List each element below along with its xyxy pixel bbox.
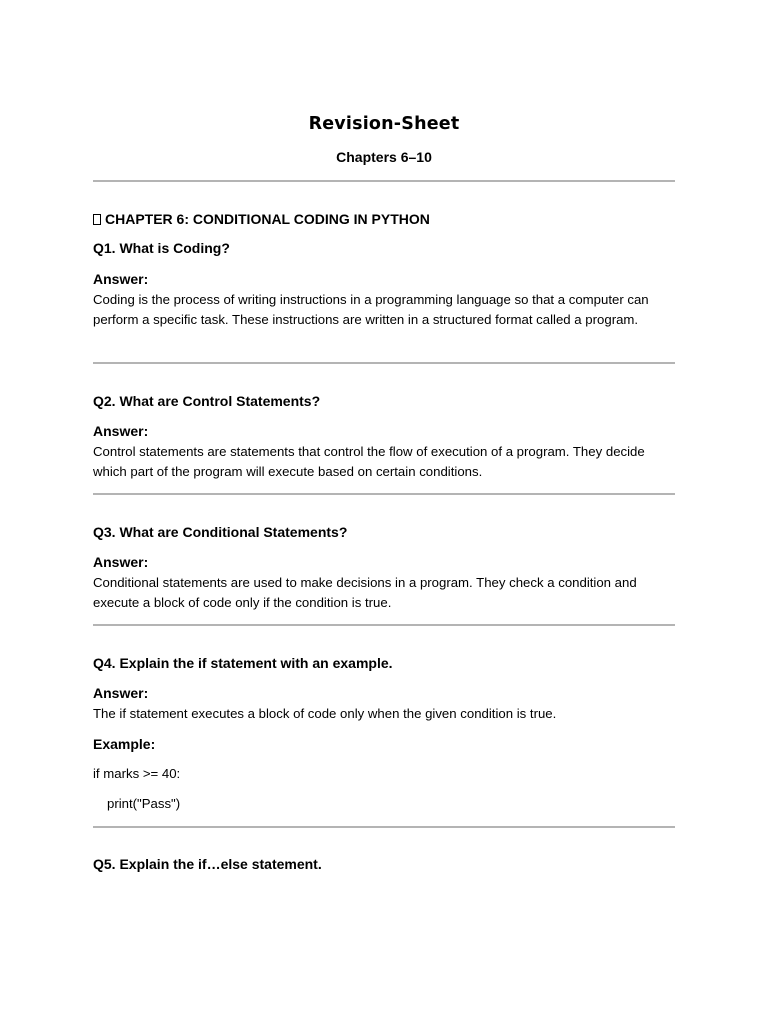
answer-label-1: Answer: bbox=[93, 271, 149, 287]
missing-glyph-box-icon bbox=[93, 214, 101, 225]
code-line-2: print("Pass") bbox=[107, 796, 181, 811]
question-5: Q5. Explain the if…else statement. bbox=[93, 856, 322, 872]
answer-label-3: Answer: bbox=[93, 554, 149, 570]
document-title: Revision-Sheet bbox=[308, 114, 460, 134]
divider bbox=[93, 362, 675, 364]
divider bbox=[93, 180, 675, 182]
answer-text-4: The if statement executes a block of code only when the given condition is true. bbox=[93, 706, 557, 721]
answer-label-2: Answer: bbox=[93, 423, 149, 439]
question-1: Q1. What is Coding? bbox=[93, 240, 230, 256]
example-label: Example: bbox=[93, 736, 156, 752]
chapter-heading-text: CHAPTER 6: CONDITIONAL CODING IN PYTHON bbox=[105, 211, 430, 227]
question-4: Q4. Explain the if statement with an example. bbox=[93, 655, 393, 671]
answer-text-1: Coding is the process of writing instructions in a programming language so that a computer can perform a specific task. These instructions are written in a structured format called a program. bbox=[93, 292, 649, 328]
divider bbox=[93, 826, 675, 828]
answer-text-3: Conditional statements are used to make decisions in a program. They check a condition and execute a block of code only if the condition is true. bbox=[93, 575, 637, 611]
divider bbox=[93, 624, 675, 626]
divider bbox=[93, 493, 675, 495]
question-3: Q3. What are Conditional Statements? bbox=[93, 524, 348, 540]
document-subtitle: Chapters 6–10 bbox=[336, 149, 432, 165]
answer-text-2: Control statements are statements that control the flow of execution of a program. They decide which part of the program will execute based on certain conditions. bbox=[93, 444, 645, 480]
chapter-heading bbox=[93, 211, 430, 227]
answer-label-4: Answer: bbox=[93, 685, 149, 701]
question-2: Q2. What are Control Statements? bbox=[93, 393, 321, 409]
code-line-1: if marks >= 40: bbox=[93, 766, 181, 781]
